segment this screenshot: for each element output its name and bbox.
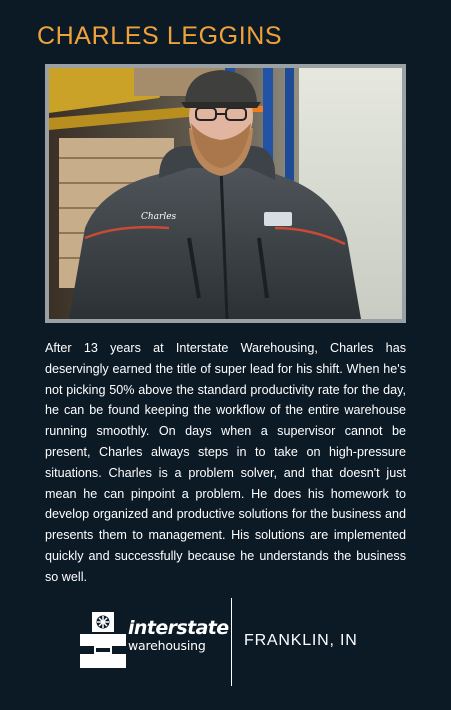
employee-photo-illustration	[49, 68, 402, 319]
jacket-name-text: Charles	[141, 212, 177, 222]
logo-wordmark	[128, 618, 228, 654]
employee-bio: After 13 years at Interstate Warehousing, Charles has deservingly earned the title of super lead for his shift. When he's not picking 50% above the standard productivity rate for the day, he can be found keeping the workflow of the entire warehouse running smoothly. On days when a supervisor cannot be present, Charles always steps in to take on high-pressure situations. Charles is a problem solver, and that doesn't just mean he can pinpoint a problem. He does his homework to develop organized and productive solutions for the business and presents them to management. His solutions are implemented quickly and successfully because he understands the business so well.	[45, 341, 406, 584]
footer-divider	[231, 598, 232, 686]
employee-name: CHARLES LEGGINS	[37, 22, 283, 50]
employee-photo	[45, 64, 406, 323]
logo-wordmark-line1: interstate	[128, 617, 229, 639]
location-label: FRANKLIN, IN	[244, 632, 358, 649]
logo-wordmark-line2: warehousing	[128, 638, 206, 653]
footer	[0, 596, 451, 688]
